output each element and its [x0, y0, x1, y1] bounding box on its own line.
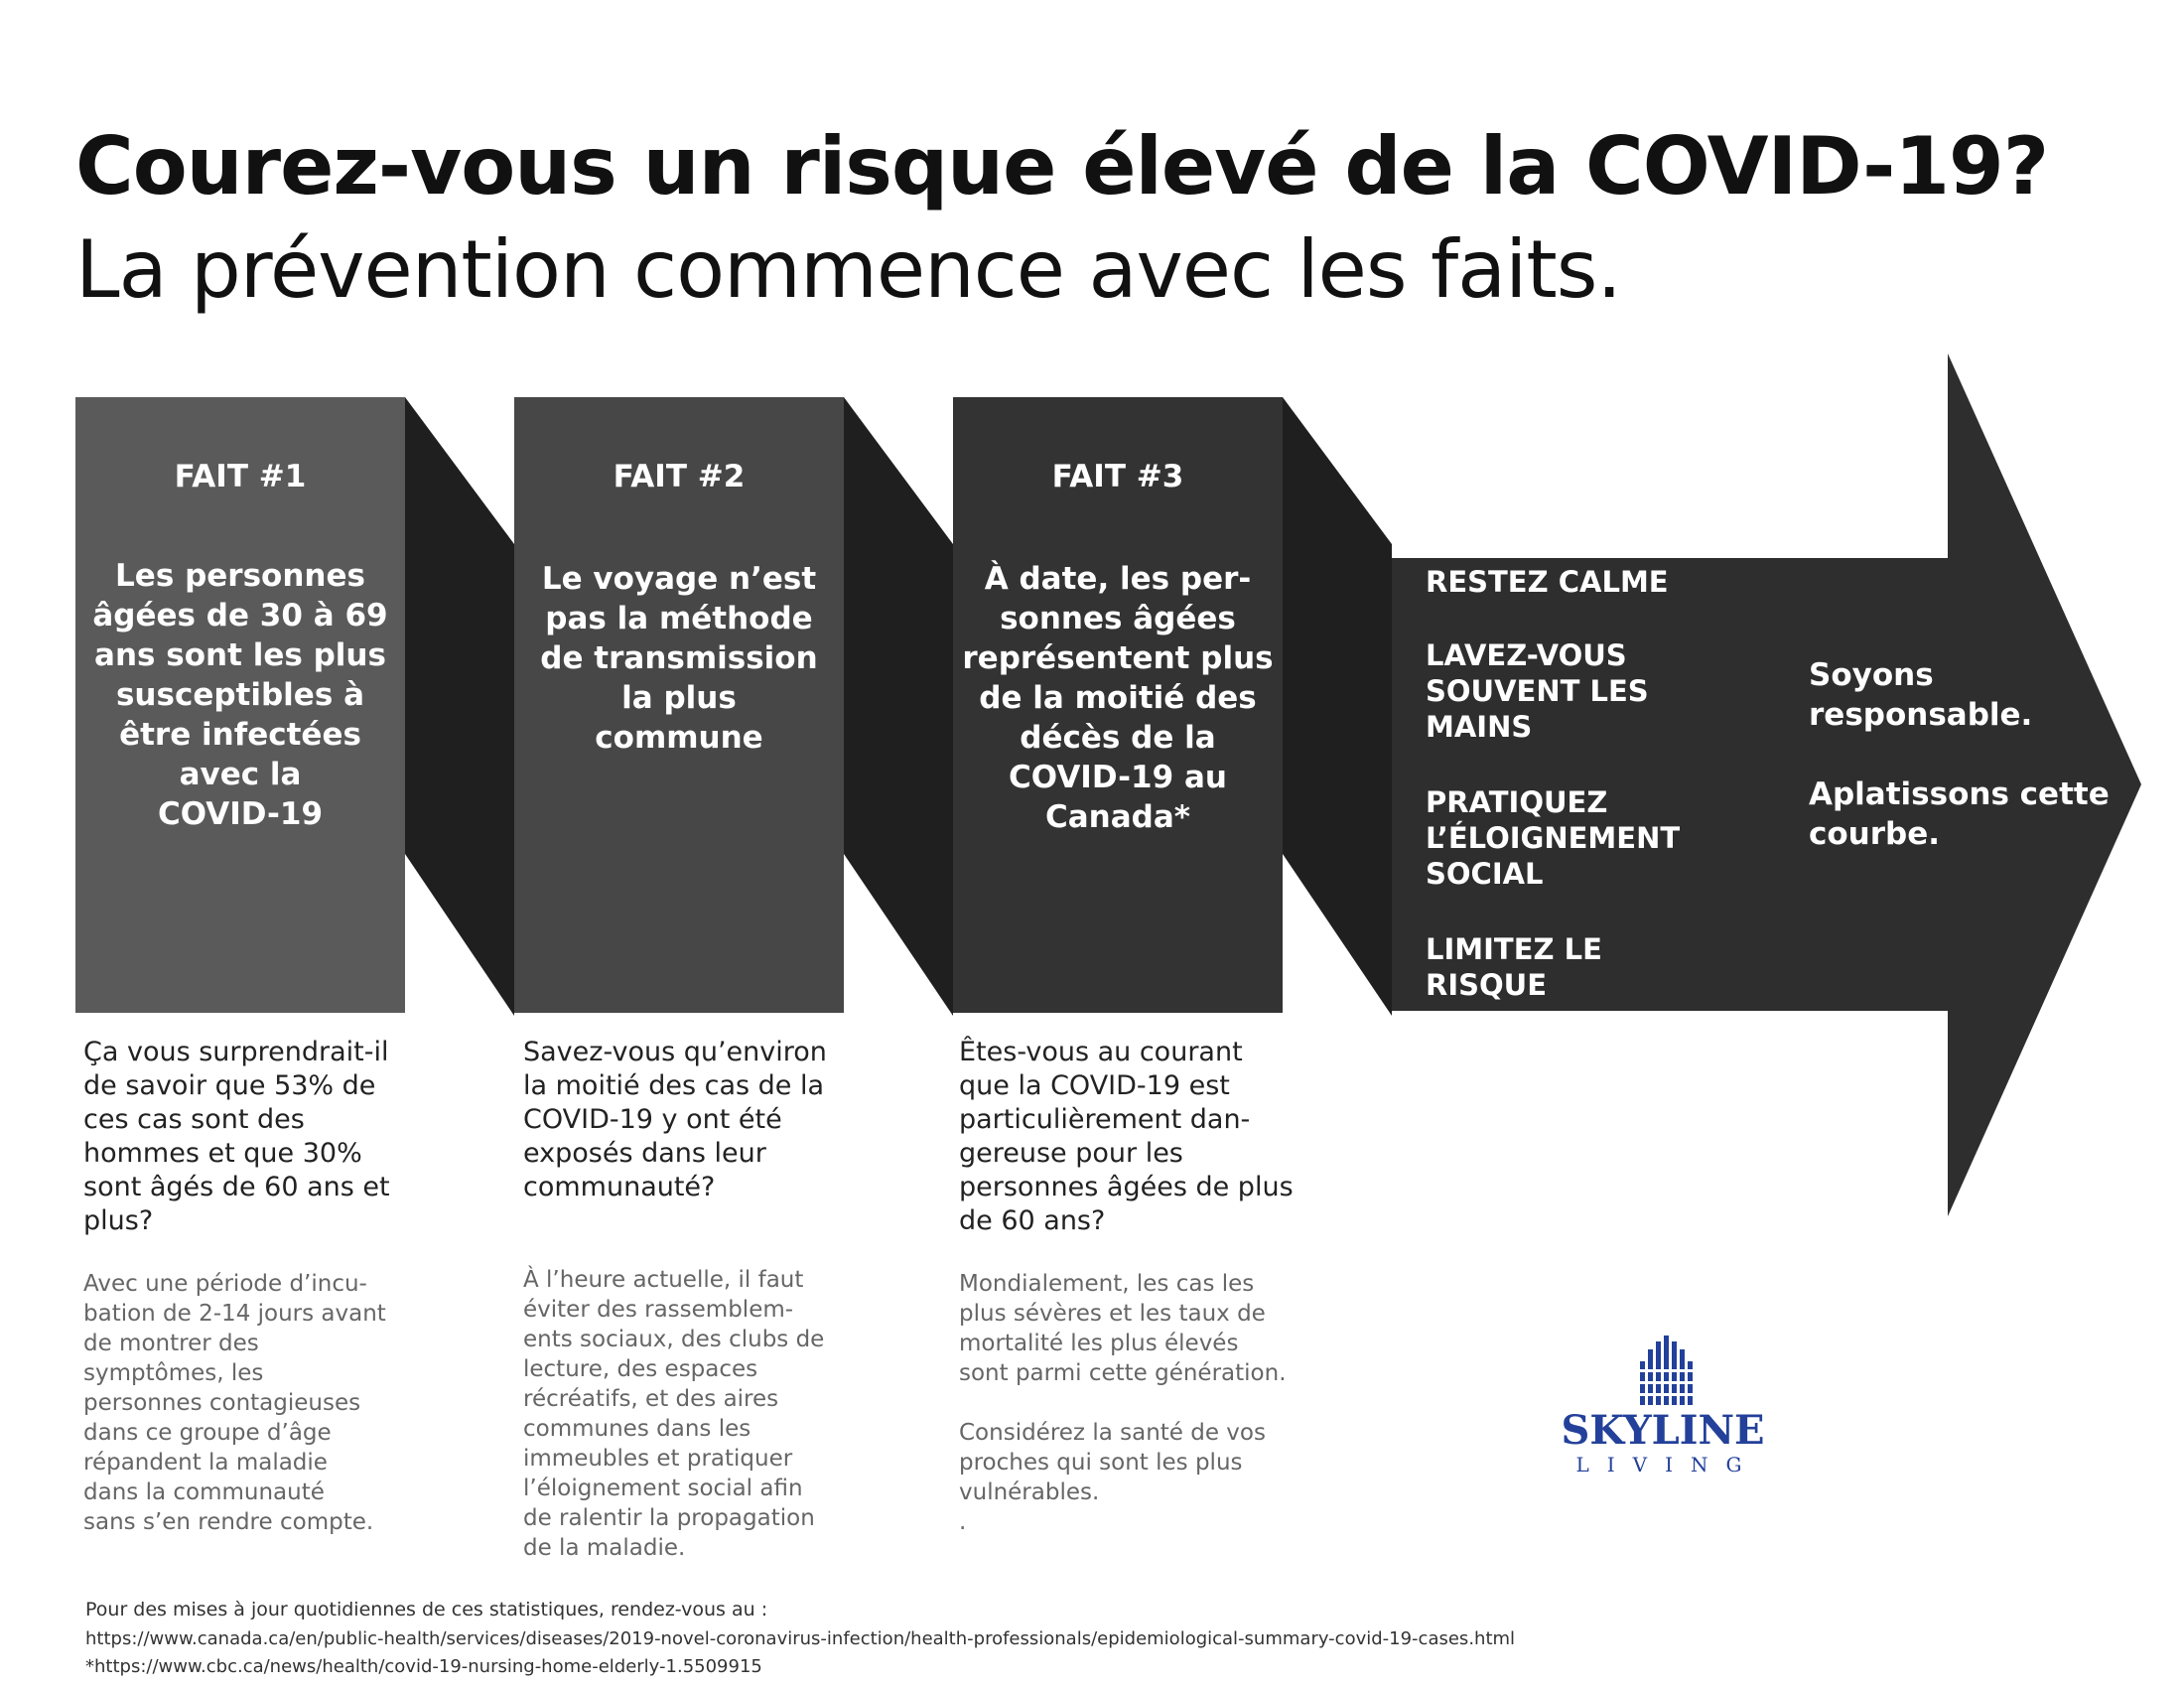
fact-2-question: Savez-vous qu’environ la moitié des cas de la COVID-19 y ont été exposés dans leur communauté? — [523, 1037, 827, 1202]
logo-subtitle: LIVING — [1575, 1453, 1760, 1477]
connector-2 — [844, 397, 953, 1016]
fact-1-detail: Avec une période d’incu- bation de 2-14 jours avant de montrer des symptômes, les personnes contagieuses dans ce groupe d’âge répandent la maladie dans la communauté sans s’en rendre compte. — [83, 1271, 386, 1535]
tip-pratiquez: PRATIQUEZ L’ÉLOIGNEMENT SOCIAL — [1426, 785, 1681, 891]
connector-1 — [405, 397, 514, 1016]
tip-restez-calme: RESTEZ CALME — [1426, 565, 1669, 599]
fact-1-body: Les personnes âgées de 30 à 69 ans sont les plus susceptibles à être infectées avec la COVID-19 — [92, 558, 388, 832]
skyline-building-icon — [1544, 1336, 1782, 1405]
footer-link-canada[interactable]: https://www.canada.ca/en/public-health/services/diseases/2019-novel-coronavirus-infection/health-professionals/epidemiological-summary-covid-19-cases.html — [85, 1628, 1516, 1649]
closing-message: Soyons responsable. Aplatissons cette courbe. — [1809, 657, 2110, 852]
fact-3-label: FAIT #3 — [1051, 459, 1184, 494]
page-subtitle: La prévention commence avec les faits. — [75, 223, 1621, 316]
logo-wordmark: SKYLINE — [1561, 1407, 1765, 1454]
footer-link-cbc[interactable]: *https://www.cbc.ca/news/health/covid-19-nursing-home-elderly-1.5509915 — [85, 1656, 762, 1677]
footer-note: Pour des mises à jour quotidiennes de ces statistiques, rendez-vous au : — [85, 1599, 768, 1620]
fact-3-question: Êtes-vous au courant que la COVID-19 est particulièrement dan- gereuse pour les personnes âgées de plus de 60 ans? — [959, 1037, 1294, 1236]
tip-lavez-vous: LAVEZ-VOUS SOUVENT LES MAINS — [1426, 638, 1649, 744]
fact-1-question: Ça vous surprendrait-il de savoir que 53% de ces cas sont des hommes et que 30% sont âgés de 60 ans et plus? — [83, 1037, 390, 1236]
fact-3-detail: Mondialement, les cas les plus sévères et les taux de mortalité les plus élevés sont parmi cette génération. Considérez la santé de vos proches qui sont les plus vulnérables. . — [959, 1271, 1287, 1535]
fact-2-detail: À l’heure actuelle, il faut éviter des rassemblem- ents sociaux, des clubs de lecture, des espaces récréatifs, et des aires communes dans les immeubles et pratiquer l’éloignement social afin de ralentir la propagation de la maladie. — [523, 1267, 825, 1561]
fact-3-body: À date, les per- sonnes âgées représentent plus de la moitié des décès de la COVID-19 au Canada* — [962, 561, 1274, 835]
fact-2-body: Le voyage n’est pas la méthode de transmission la plus commune — [540, 561, 818, 756]
fact-1-label: FAIT #1 — [174, 459, 307, 494]
tip-limitez: LIMITEZ LE RISQUE — [1426, 932, 1602, 1002]
page-title: Courez-vous un risque élevé de la COVID-19? — [75, 120, 2049, 212]
connector-3 — [1283, 397, 1392, 1016]
fact-2-label: FAIT #2 — [613, 459, 746, 494]
